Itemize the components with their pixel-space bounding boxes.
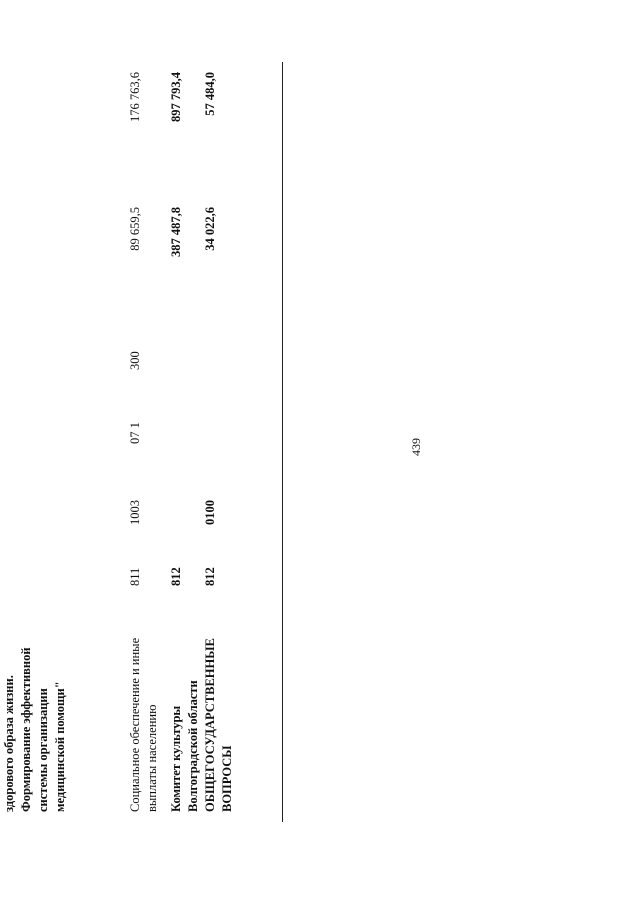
cell-c2: 811	[128, 567, 142, 586]
page-number: 439	[409, 438, 423, 456]
table-row-name: ОБЩЕГОСУДАРСТВЕННЫЕ ВОПРОСЫ	[203, 638, 234, 812]
cell-c7: 57 484,0	[203, 72, 217, 116]
table-row-name: Комитет культуры Волгоградской области	[169, 680, 200, 812]
table-bottom-border	[282, 62, 283, 822]
cell-c5: 300	[128, 351, 142, 370]
cell-c6: 34 022,6	[203, 207, 217, 251]
cell-c4: 07 1	[128, 422, 142, 444]
cell-c7: 176 763,6	[128, 72, 142, 122]
table-row-name: здорового образа жизни. Формирование эффективной системы организации медицинской помощи"	[2, 647, 67, 812]
cell-c2: 812	[203, 567, 217, 586]
rotated-budget-table	[0, 62, 342, 822]
cell-c2: 812	[169, 567, 183, 586]
cell-c6: 387 487,8	[169, 207, 183, 257]
cell-c6: 89 659,5	[128, 207, 142, 251]
cell-c3: 1003	[128, 500, 142, 525]
cell-c3: 0100	[203, 500, 217, 525]
cell-c7: 897 793,4	[169, 72, 183, 122]
table-row-name: Социальное обеспечение и иные выплаты населению	[128, 637, 159, 812]
